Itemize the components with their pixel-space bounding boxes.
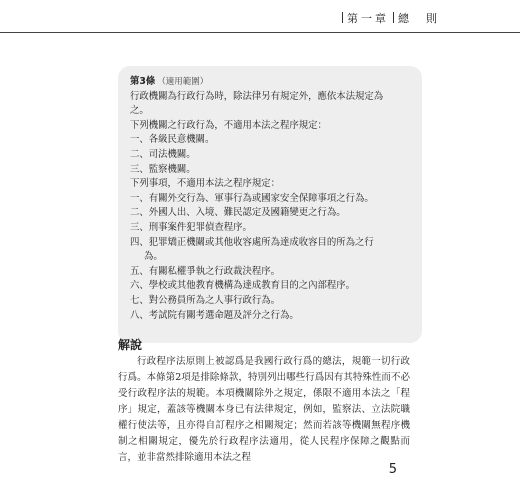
explanation-title: 解說: [118, 338, 143, 352]
header-title: 總 則: [398, 12, 440, 25]
article-line: 為。: [144, 251, 163, 263]
explanation-paragraph: 行政程序法原則上被認爲是我國行政行爲的總法，規範一切行政行爲。本條第2項是排除條款，特別列出哪些行爲因有其特殊性而不必受行政程序法的規範。本項機關除外之規定，係限不適用本法之「程序」規定，蓋該等機關本身已有法律規定，例如，監察法、立法院職權行使法等，且亦得自訂程序之相關規定；然而若該等機關無程序機制之相關規定，優先於行政程序法適用，從人民程序保障之觀點而言，並非當然排除適用本法之程: [118, 356, 410, 463]
article-box: [118, 66, 422, 343]
article-note: （適用範圍）: [157, 77, 209, 87]
article-line: 二、司法機關。: [130, 148, 196, 160]
article-line: 七、對公務員所為之人事行政行為。: [130, 294, 281, 306]
article-line: 三、監察機關。: [130, 163, 196, 175]
article-number: 第3條: [130, 76, 156, 87]
article-line: 六、學校或其他教育機構為達成教育目的之內部程序。: [130, 280, 356, 292]
article-line: 三、刑事案件犯罪偵查程序。: [130, 221, 252, 233]
header-divider: [393, 12, 394, 23]
article-line: 二、外國人出、入境、難民認定及國籍變更之行為。: [130, 207, 346, 219]
article-line: 下列事項，不適用本法之程序規定：: [130, 178, 281, 190]
article-line: 下列機關之行政行為，不適用本法之程序規定：: [130, 119, 327, 131]
article-line: 八、考試院有關考選命題及評分之行為。: [130, 309, 299, 321]
explanation-body: [118, 354, 410, 466]
article-line: 五、有關私權爭執之行政裁決程序。: [130, 265, 281, 277]
article-line: 四、犯罪矯正機關或其他收容處所為達成收容目的所為之行: [130, 236, 374, 248]
article-line: 一、有關外交行為、軍事行為或國家安全保障事項之行為。: [130, 192, 374, 204]
article-line: 一、各級民意機關。: [130, 134, 215, 146]
header-divider: [342, 12, 343, 23]
header-chapter: 第一章: [347, 12, 389, 25]
running-header: [338, 10, 440, 26]
header-rule: [0, 32, 520, 33]
article-line: 之。: [130, 105, 149, 117]
page-number: 5: [388, 462, 397, 477]
article-heading: [130, 75, 412, 90]
article-line: 行政機關為行政行為時，除法律另有規定外，應依本法規定為: [130, 90, 384, 102]
